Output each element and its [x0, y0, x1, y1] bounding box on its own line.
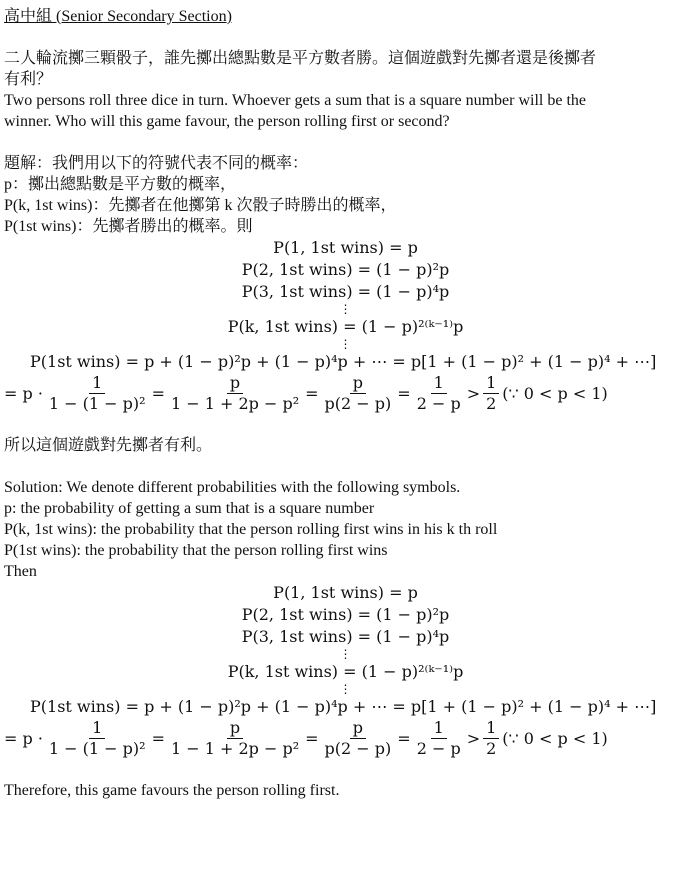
fraction-denominator: p(2 − p): [324, 739, 392, 758]
equation-3: P(3, 1st wins) = (1 − p)⁴p: [241, 282, 450, 301]
equation-3: P(3, 1st wins) = (1 − p)⁴p: [241, 627, 450, 646]
document-page: [4, 6, 687, 801]
vertical-ellipsis: ⋮: [339, 337, 352, 351]
equals-sign: =: [151, 729, 165, 748]
equals-sign: =: [305, 729, 319, 748]
fraction-numerator: 1: [89, 718, 105, 739]
equation-2: P(2, 1st wins) = (1 − p)²p: [241, 605, 450, 624]
greater-than-sign: >: [466, 729, 481, 748]
fraction-1: [46, 373, 149, 414]
definition-en-pw: P(1st wins): the probability that the person rolling first wins: [4, 542, 388, 559]
vertical-ellipsis: ⋮: [339, 302, 352, 316]
fraction-numerator: p: [350, 373, 366, 394]
condition-note: (∵ 0 < p < 1): [502, 384, 608, 403]
spacer: [4, 759, 687, 780]
fraction-2: [168, 718, 302, 759]
fraction-lead: = p ·: [4, 729, 43, 748]
fraction-numerator: p: [350, 718, 366, 739]
fraction-denominator: p(2 − p): [324, 394, 392, 413]
equation-1: P(1, 1st wins) = p: [273, 238, 418, 257]
fraction-denominator: 2: [486, 739, 497, 758]
fraction-numerator: 1: [89, 373, 105, 394]
condition-note: (∵ 0 < p < 1): [502, 729, 608, 748]
question-en-line-2: winner. Who will this game favour, the person rolling first or second?: [4, 113, 450, 130]
fraction-3: [322, 718, 395, 759]
fraction-1: [46, 718, 149, 759]
conclusion-en: Therefore, this game favours the person rolling first.: [4, 782, 340, 799]
fraction-5: [483, 718, 499, 759]
vertical-ellipsis: ⋮: [339, 682, 352, 696]
equation-sum: P(1st wins) = p + (1 − p)²p + (1 − p)⁴p + ⋯ = p[1 + (1 − p)² + (1 − p)⁴ + ⋯]: [30, 697, 657, 716]
solution-en-intro: Solution: We denote different probabilities with the following symbols.: [4, 479, 461, 496]
fraction-4: [414, 373, 464, 414]
equals-sign: =: [305, 384, 319, 403]
fraction-5: [483, 373, 499, 414]
definition-en-p: p: the probability of getting a sum that is a square number: [4, 500, 375, 517]
definition-zh-p: p：擲出總點數是平方數的概率，: [4, 176, 237, 193]
fraction-denominator: 2 − p: [416, 394, 461, 413]
solution-zh-intro: 題解：我們用以下的符號代表不同的概率：: [4, 155, 309, 172]
fraction-numerator: 1: [431, 718, 447, 739]
equation-block-zh: [4, 237, 687, 414]
fraction-denominator: 1 − 1 + 2p − p²: [170, 394, 300, 413]
fraction-denominator: 1 − (1 − p)²: [48, 739, 146, 758]
fraction-3: [322, 373, 395, 414]
spacer: [4, 414, 687, 435]
equation-k: P(k, 1st wins) = (1 − p)²⁽ᵏ⁻¹⁾p: [227, 662, 464, 681]
greater-than-sign: >: [466, 384, 481, 403]
definition-zh-pw: P(1st wins)：先擲者勝出的概率。則: [4, 218, 253, 235]
fraction-numerator: 1: [431, 373, 447, 394]
equals-sign: =: [397, 384, 411, 403]
question-zh-line-1: 二人輪流擲三顆骰子，誰先擲出總點數是平方數者勝。這個遊戲對先擲者還是後擲者: [4, 50, 597, 67]
equation-k: P(k, 1st wins) = (1 − p)²⁽ᵏ⁻¹⁾p: [227, 317, 464, 336]
question-zh-line-2: 有利？: [4, 71, 53, 88]
fraction-numerator: p: [227, 718, 243, 739]
fraction-numerator: 1: [483, 718, 499, 739]
fraction-denominator: 1 − 1 + 2p − p²: [170, 739, 300, 758]
fraction-denominator: 1 − (1 − p)²: [48, 394, 146, 413]
definition-en-pk: P(k, 1st wins): the probability that the person rolling first wins in his k th roll: [4, 521, 498, 538]
vertical-ellipsis: ⋮: [339, 647, 352, 661]
spacer: [4, 456, 687, 477]
equals-sign: =: [151, 384, 165, 403]
definition-zh-pk: P(k, 1st wins)：先擲者在他擲第 k 次骰子時勝出的概率，: [4, 197, 397, 214]
equation-fraction-chain: [4, 718, 687, 759]
equation-2: P(2, 1st wins) = (1 − p)²p: [241, 260, 450, 279]
spacer: [4, 132, 687, 153]
fraction-denominator: 2: [486, 394, 497, 413]
fraction-lead: = p ·: [4, 384, 43, 403]
spacer: [4, 27, 687, 48]
then-label: Then: [4, 563, 37, 580]
section-title: 高中組 (Senior Secondary Section): [4, 8, 232, 25]
equation-1: P(1, 1st wins) = p: [273, 583, 418, 602]
fraction-4: [414, 718, 464, 759]
fraction-numerator: 1: [483, 373, 499, 394]
equation-sum: P(1st wins) = p + (1 − p)²p + (1 − p)⁴p + ⋯ = p[1 + (1 − p)² + (1 − p)⁴ + ⋯]: [30, 352, 657, 371]
equals-sign: =: [397, 729, 411, 748]
fraction-denominator: 2 − p: [416, 739, 461, 758]
equation-fraction-chain: [4, 373, 687, 414]
fraction-numerator: p: [227, 373, 243, 394]
question-en-line-1: Two persons roll three dice in turn. Whoever gets a sum that is a square number will be the: [4, 92, 586, 109]
conclusion-zh: 所以這個遊戲對先擲者有利。: [4, 437, 213, 454]
fraction-2: [168, 373, 302, 414]
equation-block-en: [4, 582, 687, 759]
